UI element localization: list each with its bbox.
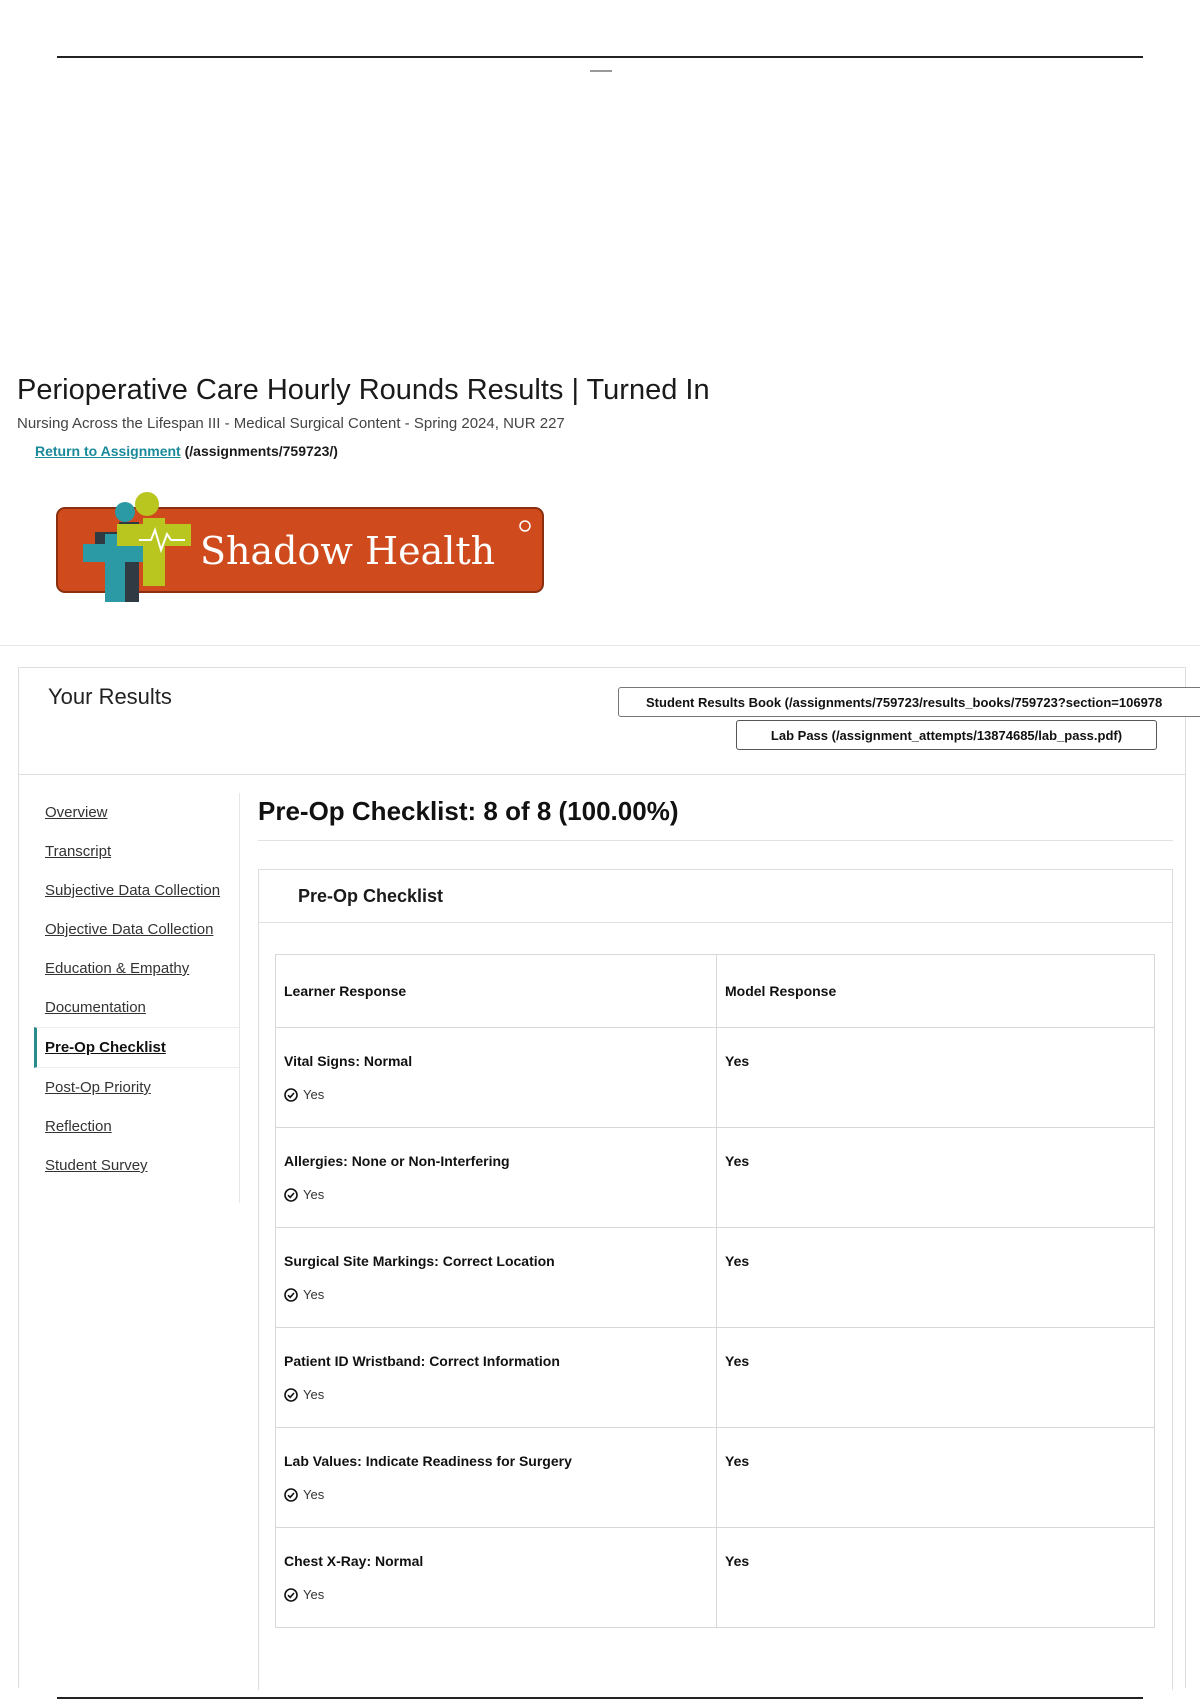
checklist-item-label: Surgical Site Markings: Correct Location (284, 1253, 555, 1269)
learner-answer-text: Yes (303, 1087, 325, 1102)
nav-item-pre-op-checklist[interactable]: Pre-Op Checklist (34, 1027, 239, 1068)
learner-answer (284, 1187, 708, 1202)
results-header (19, 668, 1185, 775)
checklist-card (258, 869, 1173, 1690)
nav-item-documentation[interactable]: Documentation (45, 999, 146, 1016)
learner-answer-text: Yes (303, 1587, 325, 1602)
model-answer: Yes (725, 1253, 750, 1269)
checklist-item-label: Vital Signs: Normal (284, 1053, 413, 1069)
check-circle-icon (284, 1488, 298, 1502)
learner-answer-text: Yes (303, 1287, 325, 1302)
lab-pass-button[interactable]: Lab Pass (/assignment_attempts/13874685/lab_pass.pdf) (736, 720, 1157, 750)
learner-answer-text: Yes (303, 1387, 325, 1402)
model-cell (717, 1328, 1155, 1428)
model-cell (717, 1028, 1155, 1128)
page-bottom-rule (57, 1697, 1143, 1699)
return-link-url: (/assignments/759723/) (184, 443, 338, 459)
model-answer: Yes (725, 1453, 750, 1469)
model-answer: Yes (725, 1153, 750, 1169)
learner-answer (284, 1387, 708, 1402)
card-title: Pre-Op Checklist (298, 886, 444, 906)
return-line (35, 443, 338, 459)
learner-cell (276, 1128, 717, 1228)
check-circle-icon (284, 1288, 298, 1302)
nav-item-post-op-priority[interactable]: Post-Op Priority (45, 1079, 151, 1096)
card-divider (259, 922, 1172, 923)
checklist-table (275, 954, 1155, 1628)
nav-item-objective-data[interactable]: Objective Data Collection (45, 921, 214, 938)
model-answer: Yes (725, 1553, 750, 1569)
results-panel (18, 667, 1186, 1688)
checklist-item-label: Lab Values: Indicate Readiness for Surgery (284, 1453, 572, 1469)
course-subtitle: Nursing Across the Lifespan III - Medical Surgical Content - Spring 2024, NUR 227 (17, 415, 565, 432)
nav-item-reflection[interactable]: Reflection (45, 1118, 112, 1135)
shadow-health-logo (55, 488, 545, 616)
nav-item-subjective-data[interactable]: Subjective Data Collection (45, 882, 221, 899)
learner-answer (284, 1287, 708, 1302)
table-row (276, 1028, 1155, 1128)
model-answer: Yes (725, 1053, 750, 1069)
learner-answer (284, 1487, 708, 1502)
check-circle-icon (284, 1188, 298, 1202)
results-sidenav (34, 793, 239, 1185)
nav-item-overview[interactable]: Overview (45, 804, 108, 821)
page-top-rule (57, 56, 1143, 58)
learner-answer (284, 1087, 708, 1102)
check-circle-icon (284, 1588, 298, 1602)
sidenav-divider (239, 793, 240, 1203)
learner-cell (276, 1228, 717, 1328)
model-response-header: Model Response (717, 955, 1155, 1028)
page-marker (590, 70, 612, 72)
checklist-item-label: Allergies: None or Non-Interfering (284, 1153, 510, 1169)
check-circle-icon (284, 1088, 298, 1102)
learner-cell (276, 1428, 717, 1528)
model-answer: Yes (725, 1353, 750, 1369)
checklist-item-label: Chest X-Ray: Normal (284, 1553, 424, 1569)
model-cell (717, 1228, 1155, 1328)
nav-item-transcript[interactable]: Transcript (45, 843, 112, 860)
table-header-row (276, 955, 1155, 1028)
check-circle-icon (284, 1388, 298, 1402)
section-score-heading: Pre-Op Checklist: 8 of 8 (100.00%) (258, 786, 1173, 841)
results-content (258, 786, 1173, 1602)
learner-answer-text: Yes (303, 1187, 325, 1202)
table-row (276, 1128, 1155, 1228)
model-cell (717, 1528, 1155, 1628)
table-row (276, 1528, 1155, 1628)
nav-item-student-survey[interactable]: Student Survey (45, 1157, 148, 1174)
table-row (276, 1328, 1155, 1428)
header-divider (0, 645, 1200, 646)
table-row (276, 1228, 1155, 1328)
page-title: Perioperative Care Hourly Rounds Results | Turned In (17, 374, 710, 406)
table-row (276, 1428, 1155, 1528)
learner-cell (276, 1328, 717, 1428)
your-results-heading: Your Results (48, 684, 172, 709)
learner-answer-text: Yes (303, 1487, 325, 1502)
model-cell (717, 1428, 1155, 1528)
checklist-item-label: Patient ID Wristband: Correct Information (284, 1353, 560, 1369)
logo-wordmark: Shadow Health (200, 529, 496, 573)
learner-cell (276, 1528, 717, 1628)
student-results-book-button[interactable]: Student Results Book (/assignments/759723/results_books/759723?section=106978 (618, 687, 1200, 717)
learner-cell (276, 1028, 717, 1128)
learner-answer (284, 1587, 708, 1602)
return-to-assignment-link[interactable]: Return to Assignment (35, 443, 181, 459)
nav-item-education-empathy[interactable]: Education & Empathy (45, 960, 190, 977)
learner-response-header: Learner Response (276, 955, 717, 1028)
model-cell (717, 1128, 1155, 1228)
